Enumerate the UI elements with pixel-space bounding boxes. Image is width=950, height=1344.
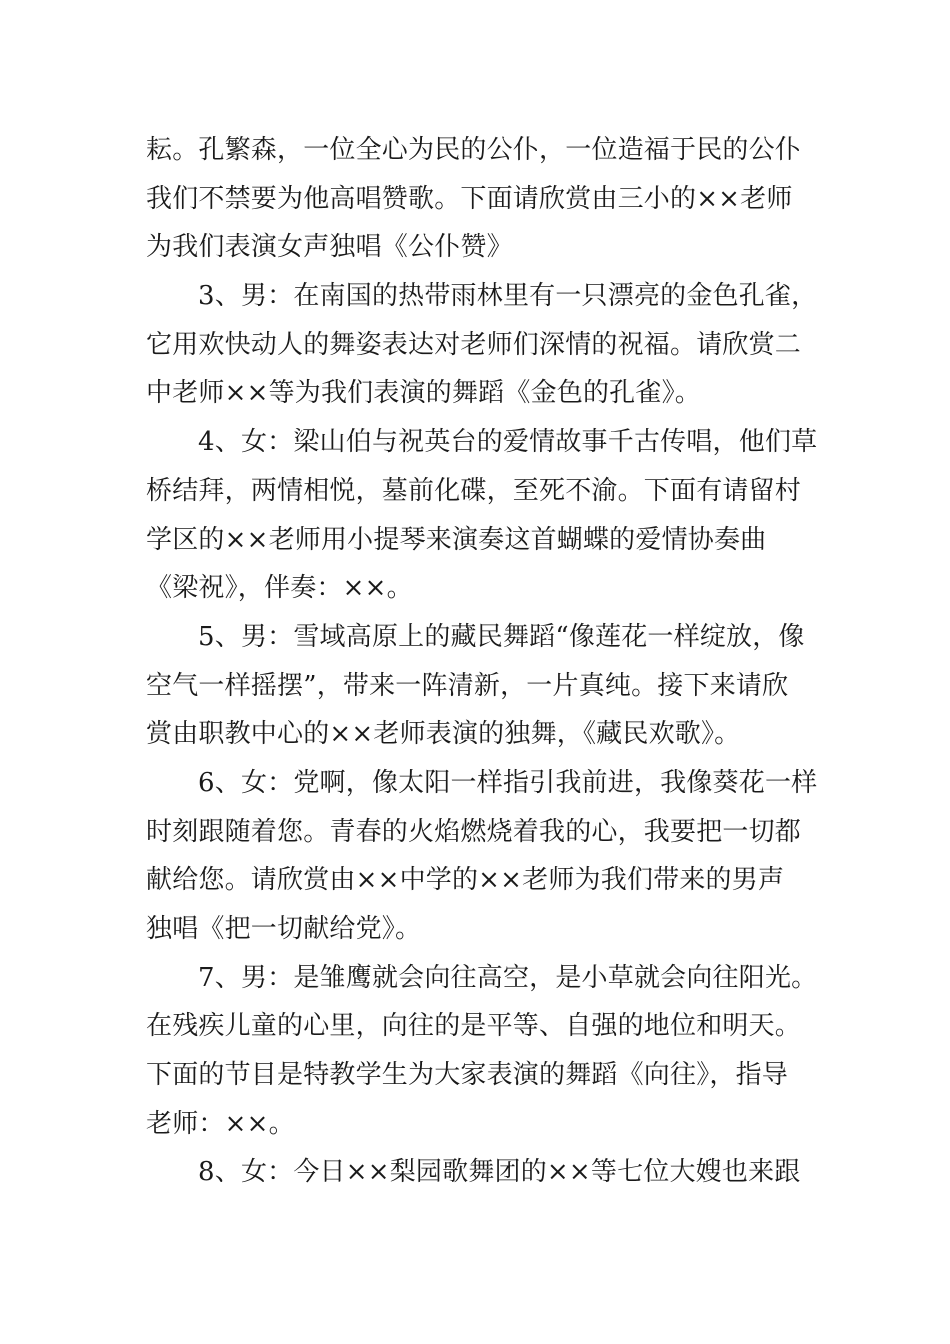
text-line: 中老师××等为我们表演的舞蹈《金色的孔雀》。 xyxy=(146,378,701,409)
text-line: 下面的节目是特教学生为大家表演的舞蹈《向往》，指导 xyxy=(146,1060,789,1091)
text-line: 桥结拜，两情相悦，墓前化碟，至死不渝。下面有请留村 xyxy=(146,475,802,506)
text-line: 在残疾儿童的心里，向往的是平等、自强的地位和明天。 xyxy=(146,1011,802,1042)
text-line: 为我们表演女声独唱《公仆赞》 xyxy=(146,232,513,263)
paragraph-start-line: 4、女：梁山伯与祝英台的爱情故事千古传唱，他们草 xyxy=(198,427,818,458)
text-line: 它用欢快动人的舞姿表达对老师们深情的祝福。请欣赏二 xyxy=(146,329,802,360)
text-line: 学区的××老师用小提琴来演奏这首蝴蝶的爱情协奏曲 xyxy=(146,524,767,555)
paragraph-start-line: 7、男：是雏鹰就会向往高空，是小草就会向往阳光。 xyxy=(198,962,818,993)
text-line: 耘。孔繁森，一位全心为民的公仆，一位造福于民的公仆 xyxy=(146,135,802,165)
paragraph-start-line: 8、女：今日××梨园歌舞团的××等七位大嫂也来跟 xyxy=(198,1157,801,1188)
text-line: 时刻跟随着您。青春的火焰燃烧着我的心，我要把一切都 xyxy=(146,816,802,847)
paragraph-start-line: 6、女：党啊，像太阳一样指引我前进，我像葵花一样 xyxy=(198,767,818,798)
paragraph-start-line: 5、男：雪域高原上的藏民舞蹈“像莲花一样绽放，像 xyxy=(198,621,805,652)
paragraph-start-line: 3、男：在南国的热带雨林里有一只漂亮的金色孔雀， xyxy=(198,281,818,312)
text-line: 空气一样摇摆”，带来一阵清新，一片真纯。接下来请欣 xyxy=(146,670,789,701)
text-line: 献给您。请欣赏由××中学的××老师为我们带来的男声 xyxy=(146,865,785,896)
text-line: 我们不禁要为他高唱赞歌。下面请欣赏由三小的××老师 xyxy=(146,183,793,214)
text-line: 《梁祝》，伴奏：××。 xyxy=(146,573,413,604)
text-line: 老师：××。 xyxy=(146,1108,295,1139)
text-line: 赏由职教中心的××老师表演的独舞，《藏民欢歌》。 xyxy=(146,719,741,750)
document-body xyxy=(146,126,816,1197)
text-line: 独唱《把一切献给党》。 xyxy=(146,914,422,944)
